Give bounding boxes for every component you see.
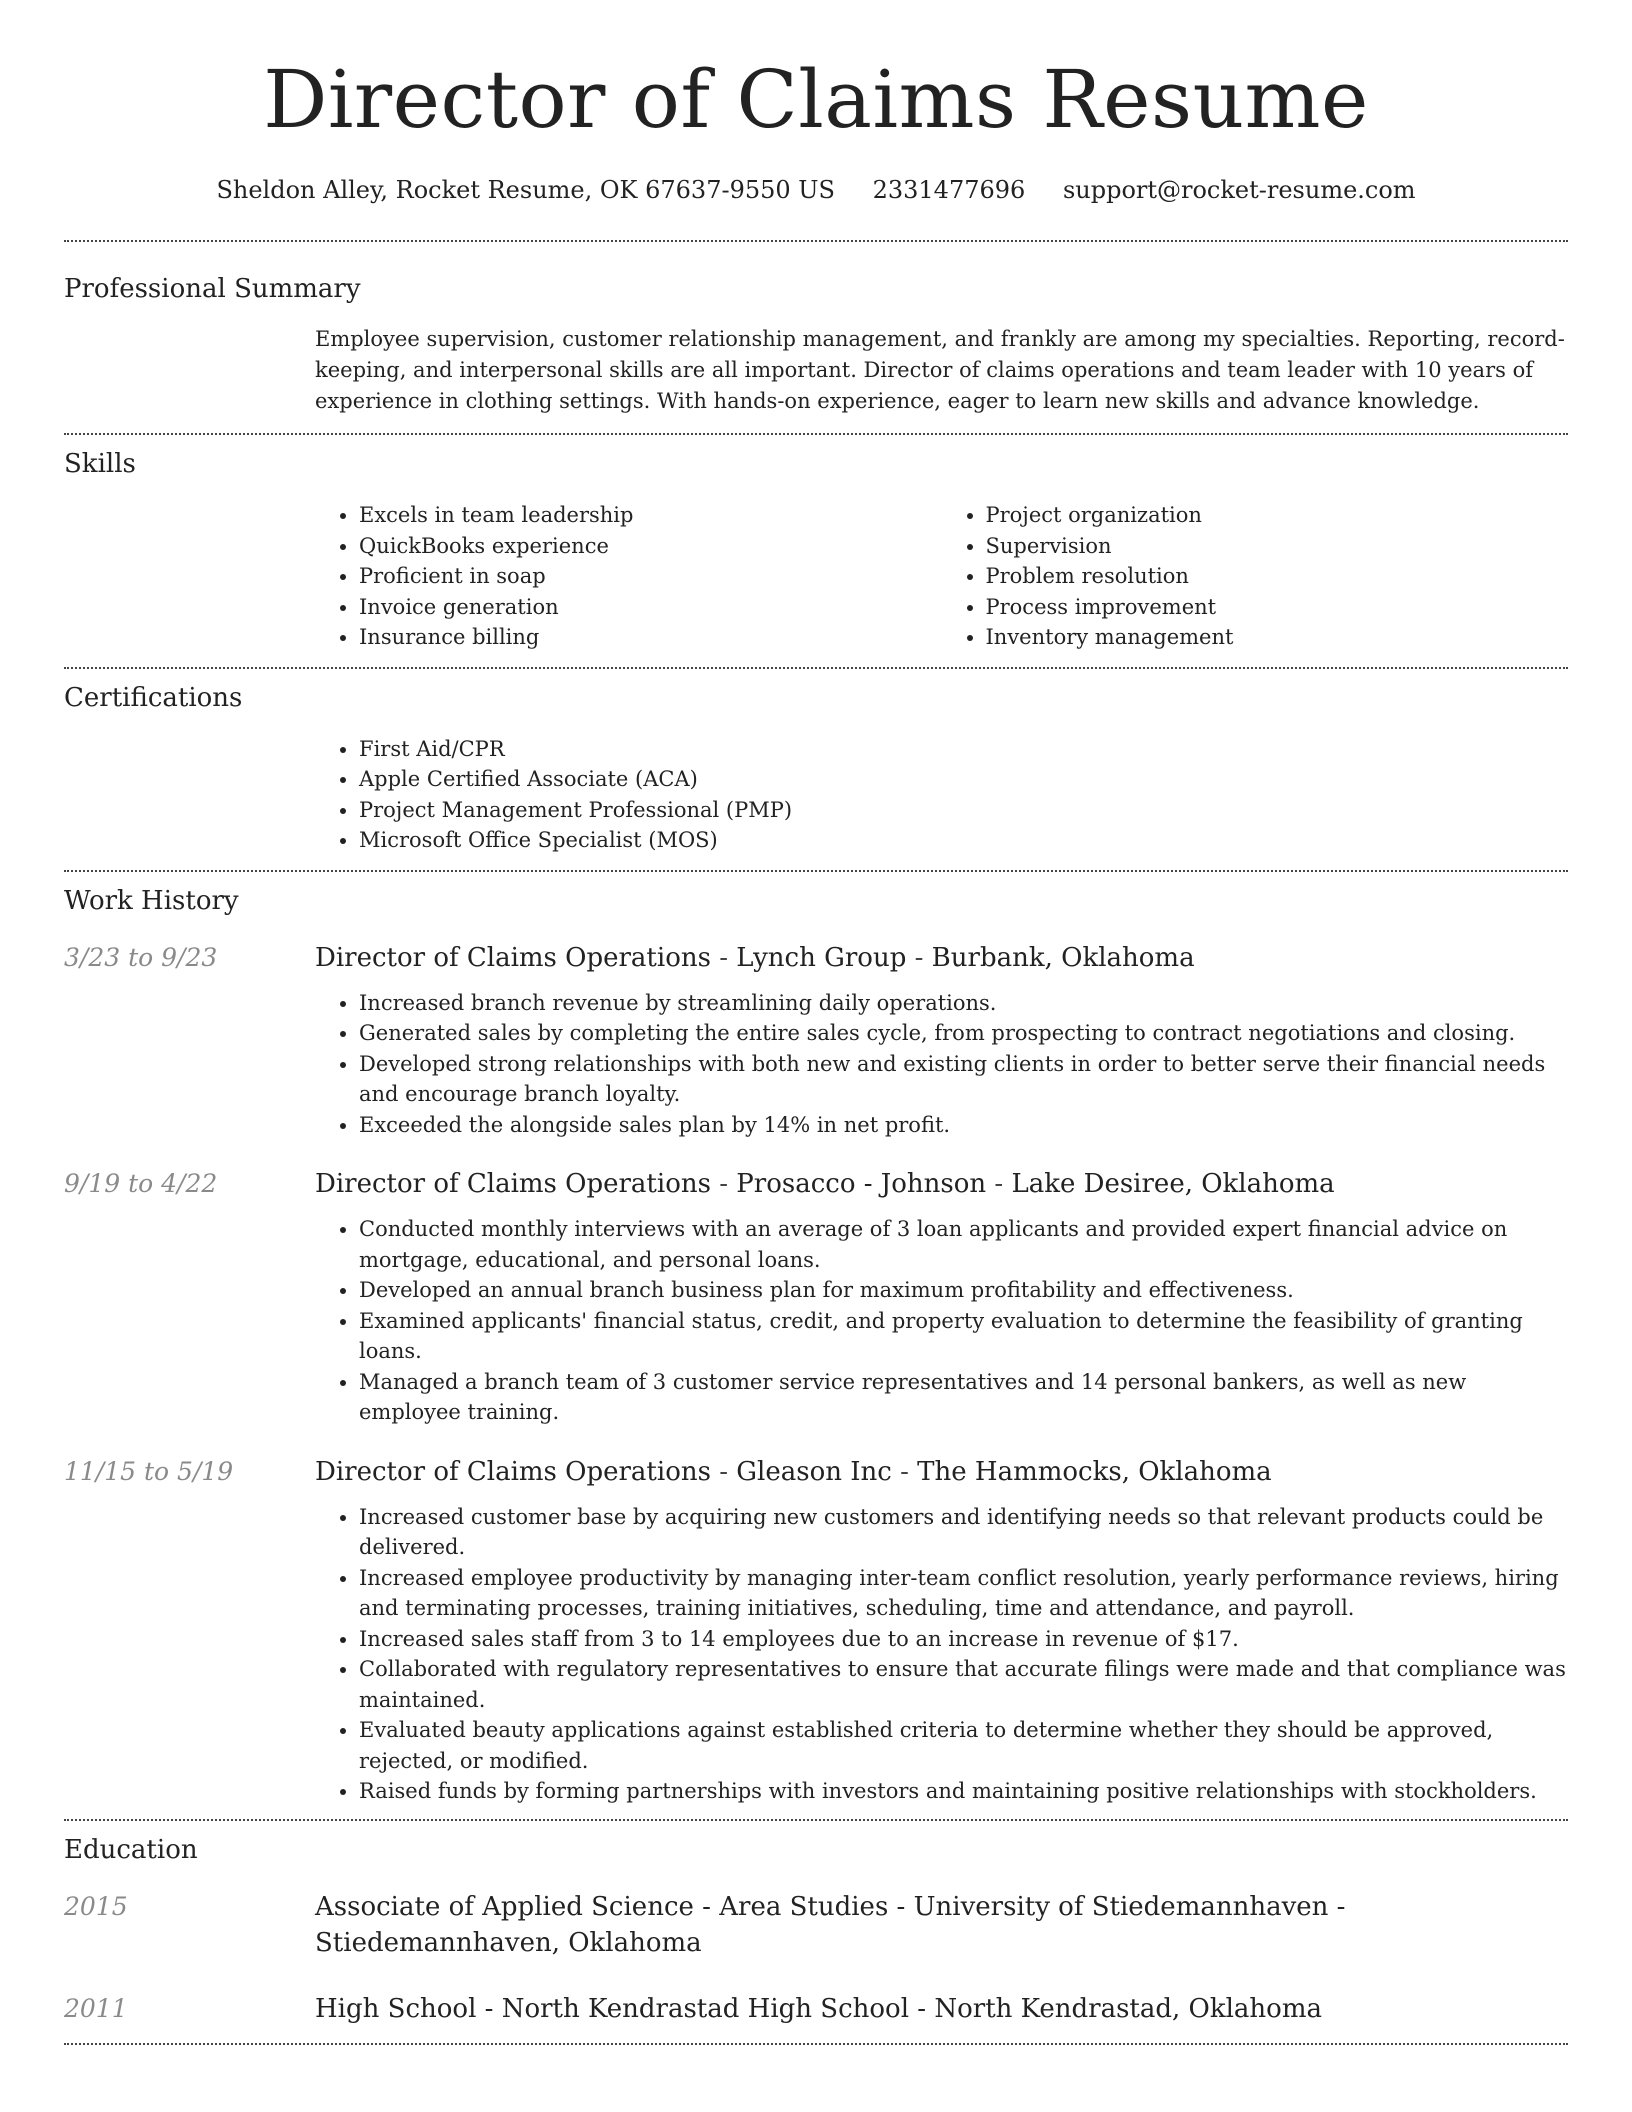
education-field: Area Studies xyxy=(719,1891,889,1922)
contact-line xyxy=(64,174,1568,206)
page-title: Director of Claims Resume xyxy=(263,53,1369,146)
summary-text: Employee supervision, customer relationship management, and frankly are among my specialties. Reporting, record-keeping, and interpersonal skills are all important. Director of claims operations and team leader with 10 years of experience in clothing settings. With hands-on experience, eager to learn new skills and advance knowledge. xyxy=(315,327,1565,413)
skills-section xyxy=(64,435,1568,667)
work-entry-heading: Director of Claims Operations - Lynch Group - Burbank, Oklahoma xyxy=(315,942,1195,973)
list-item: • QuickBooks experience xyxy=(359,531,942,562)
list-item: • Developed an annual branch business plan for maximum profitability and effectiveness. xyxy=(359,1275,1568,1306)
work-entry-date: 9/19 to 4/22 xyxy=(64,1169,218,1198)
list-item: • Evaluated beauty applications against established criteria to determine whether they should be approved, rejected, or modified. xyxy=(359,1715,1568,1776)
section-divider xyxy=(64,2043,1568,2045)
list-item: • Increased sales staff from 3 to 14 employees due to an increase in revenue of $17. xyxy=(359,1624,1568,1655)
section-title-education: Education xyxy=(64,1834,198,1865)
list-item: • Generated sales by completing the entire sales cycle, from prospecting to contract negotiations and closing. xyxy=(359,1018,1568,1049)
education-school: North Kendrastad High School xyxy=(501,1993,910,2024)
education-entry-date: 2011 xyxy=(64,1993,128,2023)
education-school: University of Stiedemannhaven xyxy=(913,1891,1329,1922)
education-degree: High School xyxy=(315,1993,477,2024)
work-entry-bullets xyxy=(315,1214,1568,1428)
list-item: • Excels in team leadership xyxy=(359,500,942,531)
list-item: • Collaborated with regulatory representatives to ensure that accurate filings were made and that compliance was maintained. xyxy=(359,1654,1568,1715)
resume-header xyxy=(64,0,1568,206)
education-location: North Kendrastad, Oklahoma xyxy=(934,1993,1322,2024)
work-entry xyxy=(64,940,1568,1141)
list-item: • Managed a branch team of 3 customer service representatives and 14 personal bankers, as well as new employee training. xyxy=(359,1367,1568,1428)
list-item: • First Aid/CPR xyxy=(359,734,1568,765)
list-item: • Insurance billing xyxy=(359,622,942,653)
work-entry-date: 11/15 to 5/19 xyxy=(64,1456,234,1486)
list-item: • Supervision xyxy=(986,531,1569,562)
work-entry-role: Director of Claims Operations xyxy=(315,1456,711,1487)
education-entry xyxy=(64,1991,1568,2027)
list-item: • Project organization xyxy=(986,500,1569,531)
work-history-section xyxy=(64,872,1568,1819)
section-title-skills: Skills xyxy=(64,449,136,479)
list-item: • Increased employee productivity by managing inter-team conflict resolution, yearly performance reviews, hiring and terminating processes, training initiatives, scheduling, time and attendance, and payroll. xyxy=(359,1563,1568,1624)
certifications-section xyxy=(64,669,1568,870)
work-entry xyxy=(64,1454,1568,1807)
education-entry xyxy=(64,1889,1568,1961)
skills-list-right xyxy=(942,500,1569,653)
list-item: • Developed strong relationships with both new and existing clients in order to better serve their financial needs and encourage branch loyalty. xyxy=(359,1049,1568,1110)
work-entry-company: Prosacco - Johnson xyxy=(736,1169,987,1199)
summary-section xyxy=(64,242,1568,433)
education-entry-heading: High School - North Kendrastad High School - North Kendrastad, Oklahoma xyxy=(315,1993,1322,2024)
contact-email: support@rocket-resume.com xyxy=(1062,176,1416,204)
list-item: • Problem resolution xyxy=(986,561,1569,592)
work-entry-role: Director of Claims Operations xyxy=(315,1169,711,1199)
list-item: • Increased customer base by acquiring new customers and identifying needs so that relevant products could be delivered. xyxy=(359,1502,1568,1563)
contact-address: Sheldon Alley, Rocket Resume, OK 67637-9550 US xyxy=(216,176,835,204)
list-item: • Examined applicants' financial status, credit, and property evaluation to determine the feasibility of granting loans. xyxy=(359,1306,1568,1367)
skills-list-left xyxy=(315,500,942,653)
list-item: • Increased branch revenue by streamlining daily operations. xyxy=(359,988,1568,1019)
list-item: • Microsoft Office Specialist (MOS) xyxy=(359,825,1568,856)
work-entry-role: Director of Claims Operations xyxy=(315,942,711,973)
list-item: • Proficient in soap xyxy=(359,561,942,592)
work-entry xyxy=(64,1166,1568,1428)
list-item: • Exceeded the alongside sales plan by 14% in net profit. xyxy=(359,1110,1568,1141)
section-title-certifications: Certifications xyxy=(64,682,243,713)
list-item: • Apple Certified Associate (ACA) xyxy=(359,764,1568,795)
work-entry-company: Gleason Inc xyxy=(736,1456,892,1487)
list-item: • Process improvement xyxy=(986,592,1569,623)
education-entry-date: 2015 xyxy=(64,1891,128,1921)
certifications-list xyxy=(315,734,1568,856)
education-degree: Associate of Applied Science xyxy=(315,1891,694,1922)
work-entry-location: Burbank, Oklahoma xyxy=(931,942,1195,973)
work-entry-date: 3/23 to 9/23 xyxy=(64,942,218,972)
section-title-summary: Professional Summary xyxy=(64,274,361,304)
education-section xyxy=(64,1821,1568,2043)
education-location: Stiedemannhaven, Oklahoma xyxy=(315,1927,702,1958)
list-item: • Invoice generation xyxy=(359,592,942,623)
section-title-work-history: Work History xyxy=(64,885,239,916)
education-entry-heading: Associate of Applied Science - Area Studies - University of Stiedemannhaven - Stiedemannhaven, Oklahoma xyxy=(315,1891,1346,1958)
work-entry-bullets xyxy=(315,1502,1568,1807)
work-entry-bullets xyxy=(315,988,1568,1141)
work-entry-company: Lynch Group xyxy=(736,942,907,973)
list-item: • Raised funds by forming partnerships with investors and maintaining positive relationships with stockholders. xyxy=(359,1776,1568,1807)
work-entry-heading: Director of Claims Operations - Prosacco - Johnson - Lake Desiree, Oklahoma xyxy=(315,1169,1335,1199)
list-item: • Inventory management xyxy=(986,622,1569,653)
contact-phone: 2331477696 xyxy=(872,176,1026,204)
list-item: • Project Management Professional (PMP) xyxy=(359,795,1568,826)
work-entry-location: The Hammocks, Oklahoma xyxy=(917,1456,1272,1487)
list-item: • Conducted monthly interviews with an average of 3 loan applicants and provided expert financial advice on mortgage, educational, and personal loans. xyxy=(359,1214,1568,1275)
work-entry-heading: Director of Claims Operations - Gleason Inc - The Hammocks, Oklahoma xyxy=(315,1456,1272,1487)
work-entry-location: Lake Desiree, Oklahoma xyxy=(1011,1169,1335,1199)
